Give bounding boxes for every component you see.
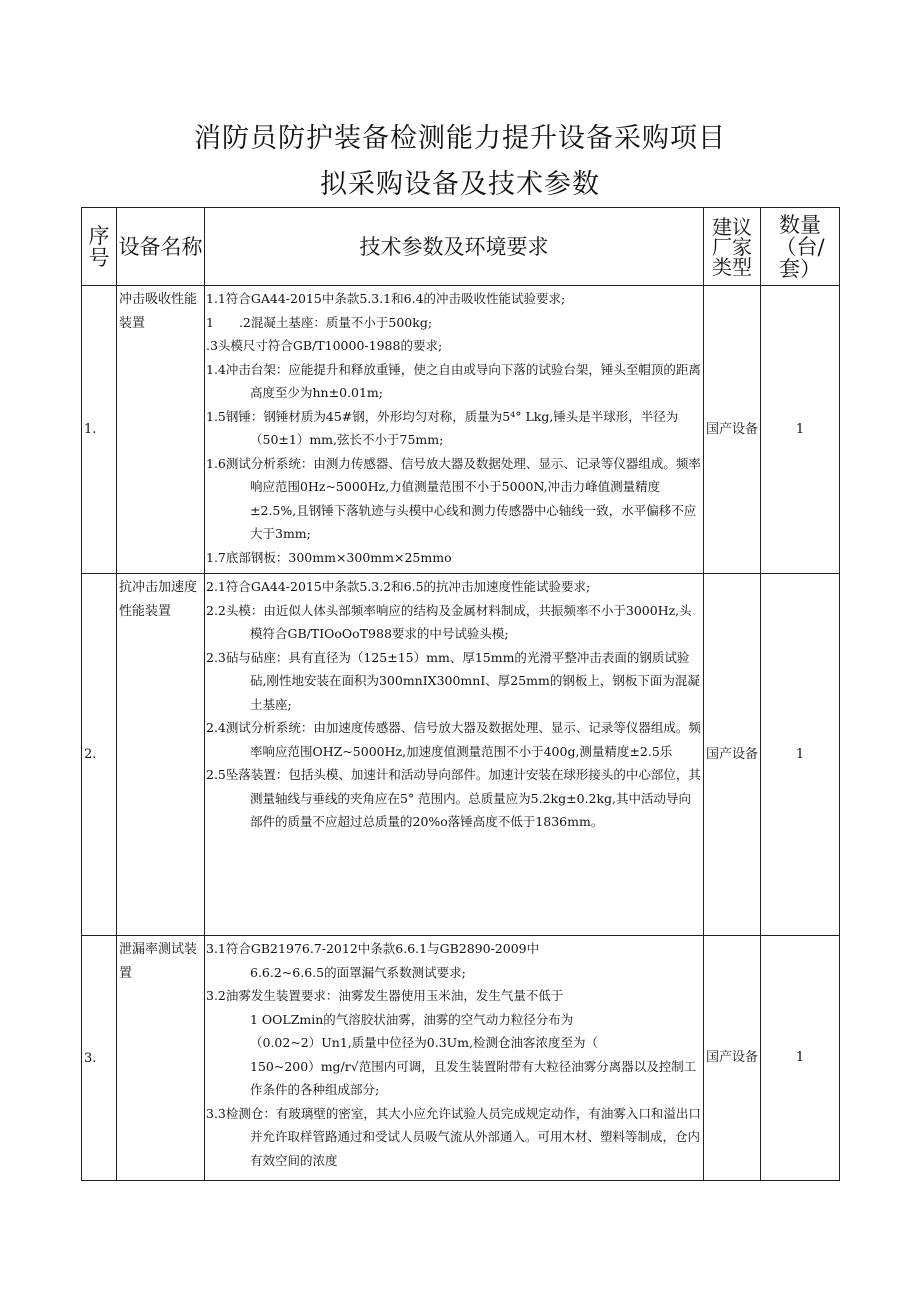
spec-item: 1.4冲击台架：应能提升和释放重锤，使之自由或导向下落的试验台架，锤头至帽顶的距离高度至少为hn±0.01m; — [206, 361, 701, 400]
spec-item: 1.1符合GA44-2015中条款5.3.1和6.4的冲击吸收性能试验要求; — [206, 291, 566, 306]
table-row — [82, 286, 840, 574]
spec-item: 2.3砧与砧座：具有直径为（125±15）mm、厚15mm的光滑平整冲击表面的钢质试验砧,刚性地安装在面积为300mnIX300mnI、厚25mm的钢板上，钢板下面为混凝土基座; — [206, 649, 700, 712]
spec-item: 6.6.2~6.6.5的面罩漏气系数测试要求; — [250, 964, 466, 980]
spec-item: 2.4测试分析系统：由加速度传感器、信号放大器及数据处理、显示、记录等仪器组成。频率响应范围OHZ~5000Hz,加速度值测量范围不小于400g,测量精度±2.5乐 — [206, 720, 701, 759]
quantity: 1 — [761, 936, 840, 1181]
device-name: 抗冲击加速度性能装置 — [117, 574, 205, 936]
page-title: 消防员防护装备检测能力提升设备采购项目 — [194, 123, 726, 154]
spec-cell — [205, 574, 704, 936]
spec-item: 2.1符合GA44-2015中条款5.3.2和6.5的抗冲击加速度性能试验要求; — [206, 579, 591, 594]
spec-item: .3头模尺寸符合GB/T10000-1988的要求; — [206, 338, 443, 353]
spec-cell — [205, 936, 704, 1181]
row-no: 2. — [82, 574, 117, 936]
equipment-table — [81, 207, 840, 1181]
spec-item: 3.1符合GB21976.7-2012中条款6.6.1与GB2890-2009中 — [206, 941, 540, 956]
spec-cell — [205, 286, 704, 574]
device-name: 泄漏率测试装置 — [117, 936, 205, 1181]
header-no: 序号 — [82, 208, 117, 286]
device-name: 冲击吸收性能装置 — [117, 286, 205, 574]
quantity: 1 — [761, 286, 840, 574]
spec-item: 1.7底部钢板：300mm×300mm×25mmo — [206, 549, 452, 565]
spec-item: （0.02~2）Un1,质量中位径为0.3Um,检测仓油客浓度至为（ — [250, 1035, 599, 1050]
header-qty: 数量（台/套） — [761, 208, 840, 286]
spec-item: 1.5钢锤：钢锤材质为45#钢，外形均匀对称，质量为5⁴° Lkg,锤头是半球形，半径为（50±1）mm,弦长不小于75mm; — [206, 408, 679, 447]
vendor-type: 国产设备 — [704, 286, 761, 574]
header-vendor: 建议厂家类型 — [704, 208, 761, 286]
row-no: 1. — [82, 286, 117, 574]
header-name: 设备名称 — [117, 208, 205, 286]
spec-item: 150~200）mg/r√范围内可调，且发生装置附带有大粒径油雾分离器以及控制工作条件的各种组成部分; — [250, 1058, 697, 1097]
spec-item: 1.6测试分析系统：由测力传感器、信号放大器及数据处理、显示、记录等仪器组成。频率响应范围0Hz~5000Hz,力值测量范围不小于5000N,冲击力峰值测量精度±2.5%,且钢锤下落轨迹与头模中心线和测力传感器中心轴线一致，水平偏移不应大于3mm; — [206, 455, 701, 541]
table-row — [82, 574, 840, 936]
spec-item: 3.3检测仓：有玻璃壁的密室，其大小应允许试验人员完成规定动作，有油雾入口和溢出口并允许取样管路通过和受试人员吸气流从外部通入。可用木材、塑料等制成，仓内有效空间的浓度 — [206, 1105, 701, 1168]
table-header-row — [82, 208, 840, 286]
vendor-type: 国产设备 — [704, 936, 761, 1181]
spec-item: 2.5坠落装置：包括头模、加速计和活动导向部件。加速计安装在球形接头的中心部位，其测量轴线与垂线的夹角应在5° 范围内。总质量应为5.2kg±0.2kg,其中活动导向部件的质量不应超过总质量的20%o落锤高度不低于1836mm。 — [206, 767, 701, 829]
spec-item: 1 OOLZmin的气溶胶状油雾，油雾的空气动力粒径分布为 — [250, 1011, 574, 1027]
vendor-type: 国产设备 — [704, 574, 761, 936]
table-row — [82, 936, 840, 1181]
spec-item: 2.2头模：由近似人体头部频率响应的结构及金属材料制成，共振频率不小于3000Hz,头模符合GB/TIOoOoT988要求的中号试验头模; — [206, 602, 692, 641]
header-spec: 技术参数及环境要求 — [205, 208, 704, 286]
page-subtitle: 拟采购设备及技术参数 — [320, 169, 600, 200]
spec-item: 1 .2混凝土基座：质量不小于500kg; — [206, 314, 433, 330]
spec-item: 3.2油雾发生装置要求：油雾发生器使用玉米油，发生气量不低于 — [206, 988, 564, 1003]
quantity: 1 — [761, 574, 840, 936]
row-no: 3. — [82, 936, 117, 1181]
